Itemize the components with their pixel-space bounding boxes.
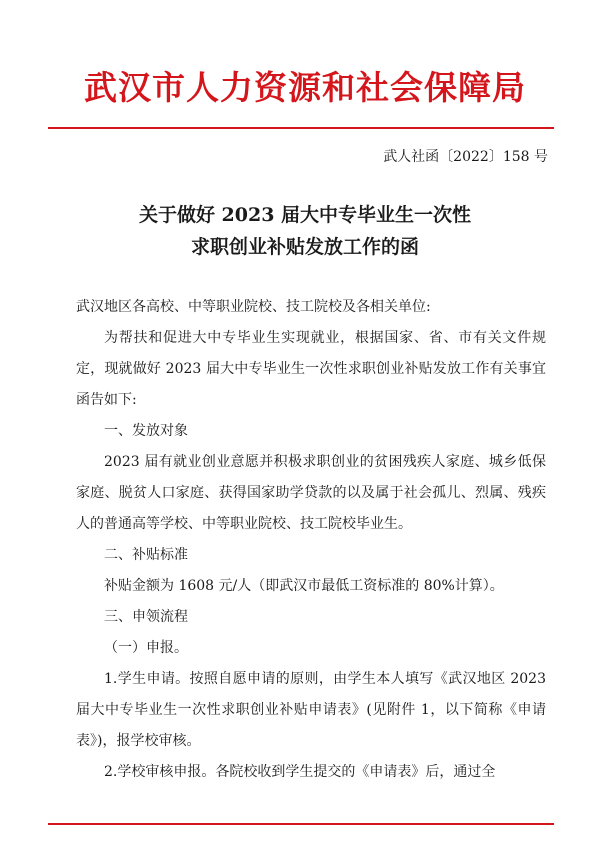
document-title-line-1: 关于做好 2023 届大中专毕业生一次性 bbox=[138, 204, 472, 226]
document-number: 武人社函〔2022〕158 号 bbox=[383, 149, 548, 165]
section-3-heading: 三、申领流程 bbox=[104, 609, 188, 625]
document-title-line-2: 求职创业补贴发放工作的函 bbox=[190, 236, 419, 258]
intro-paragraph: 为帮扶和促进大中专毕业生实现就业，根据国家、省、市有关文件规定，现就做好 2023 届大中专毕业生一次性求职创业补贴发放工作有关事宜函告如下: bbox=[76, 330, 546, 408]
footer-red-rule bbox=[48, 823, 554, 825]
document-body bbox=[76, 292, 546, 788]
header-red-rule bbox=[48, 127, 554, 129]
subsection-1-heading: （一）申报。 bbox=[104, 640, 188, 656]
section-1-heading: 一、发放对象 bbox=[104, 423, 188, 439]
salutation: 武汉地区各高校、中等职业院校、技工院校及各相关单位: bbox=[76, 299, 431, 315]
issuing-authority-header: 武汉市人力资源和社会保障局 bbox=[84, 68, 526, 107]
item-1-paragraph: 1.学生申请。按照自愿申请的原则，由学生本人填写《武汉地区 2023 届大中专毕业生一次性求职创业补贴申请表》(见附件 1，以下简称《申请表》)，报学校审核。 bbox=[76, 671, 546, 749]
section-2-paragraph: 补贴金额为 1608 元/人（即武汉市最低工资标准的 80%计算）。 bbox=[104, 578, 504, 594]
section-2-heading: 二、补贴标准 bbox=[104, 547, 188, 563]
section-1-paragraph: 2023 届有就业创业意愿并积极求职创业的贫困残疾人家庭、城乡低保家庭、脱贫人口家庭、获得国家助学贷款的以及属于社会孤儿、烈属、残疾人的普通高等学校、中等职业院校、技工院校毕业生。 bbox=[76, 454, 546, 532]
document-title bbox=[0, 199, 610, 263]
item-2-paragraph: 2.学校审核申报。各院校收到学生提交的《申请表》后，通过全 bbox=[104, 764, 496, 780]
